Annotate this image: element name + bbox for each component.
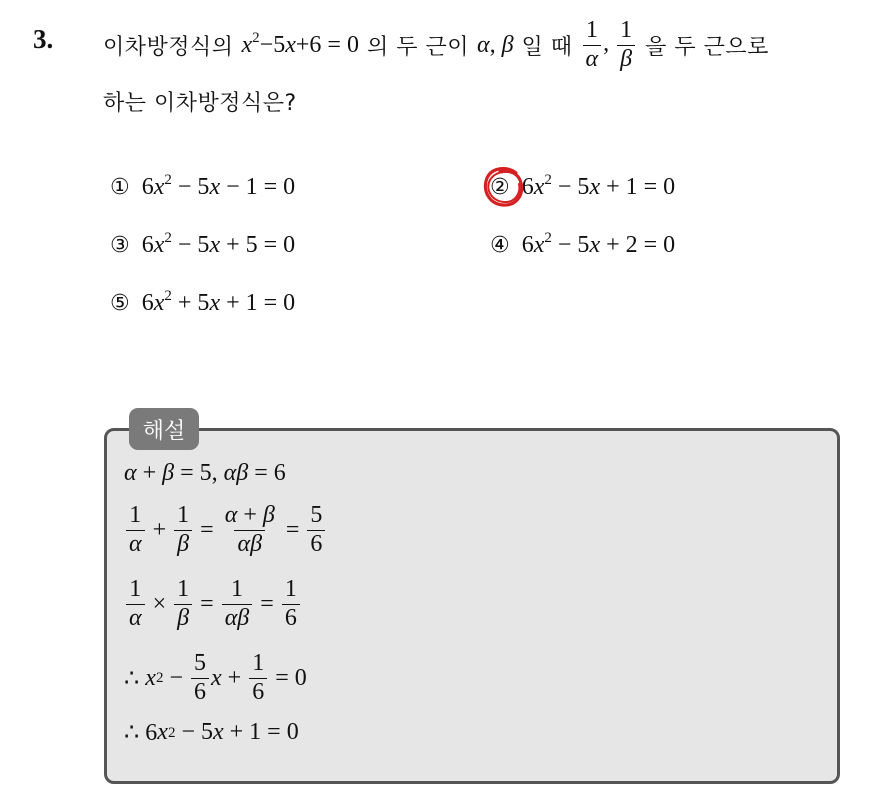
choice-4[interactable] xyxy=(490,232,675,259)
choice-marker: ⑤ xyxy=(110,291,130,316)
question-text-d: 을 두 근으로 xyxy=(645,34,769,60)
solution-label: 해설 xyxy=(129,408,199,450)
choice-5[interactable] xyxy=(110,290,295,317)
choice-3[interactable] xyxy=(110,232,295,259)
question-equation: $x^2-5x+6 = 0$ xyxy=(241,29,359,58)
solution-step-2: $\frac{1}{\alpha}$ + $\frac{1}{\beta}$ = $\frac{\alpha + \beta}{\alpha\beta}$ = $\frac{5}{6}$ xyxy=(124,502,327,558)
solution-step-3: $\frac{1}{\alpha}$ × $\frac{1}{\beta}$ = $\frac{1}{\alpha\beta}$ = $\frac{1}{6}$ xyxy=(124,576,302,632)
choice-marker: ④ xyxy=(490,233,510,258)
choice-2[interactable] xyxy=(490,174,675,201)
question-text-c: 일 때 xyxy=(521,34,573,60)
solution-step-5: ∴ 6 x 2 − 5 x + 1 = 0 xyxy=(124,719,299,746)
choice-equation: $6x^2 - 5x - 1 = 0$ xyxy=(141,172,296,200)
choice-marker: ② xyxy=(490,175,510,200)
selected-answer-mark xyxy=(490,175,522,200)
choice-equation: $6x^2 - 5x + 2 = 0$ xyxy=(521,230,676,258)
reciprocal-roots: $\frac{1}{\alpha}$ , $\frac{1}{\beta}$ xyxy=(581,17,638,73)
question-line-1 xyxy=(103,10,769,80)
choice-equation: $6x^2 - 5x + 5 = 0$ xyxy=(141,230,296,258)
roots-alpha-beta: α, β xyxy=(476,31,514,58)
choice-1[interactable] xyxy=(110,174,295,201)
choice-equation: $6x^2 - 5x + 1 = 0$ xyxy=(521,172,676,200)
solution-step-1: α + β = 5, αβ = 6 xyxy=(124,460,286,486)
question-number: 3. xyxy=(33,24,54,54)
solution-step-4: ∴ x 2 − $\frac{5}{6}$ x + $\frac{1}{6}$ = 0 xyxy=(124,650,307,705)
red-circle-icon xyxy=(480,163,528,211)
question-line-2: 하는 이차방정식은? xyxy=(103,91,297,116)
choice-marker: ① xyxy=(110,175,130,200)
question-text-b: 의 두 근이 xyxy=(366,34,469,60)
question-text-a: 이차방정식의 xyxy=(103,34,234,60)
choice-marker: ③ xyxy=(110,233,130,258)
choice-equation: $6x^2 + 5x + 1 = 0$ xyxy=(141,288,296,316)
